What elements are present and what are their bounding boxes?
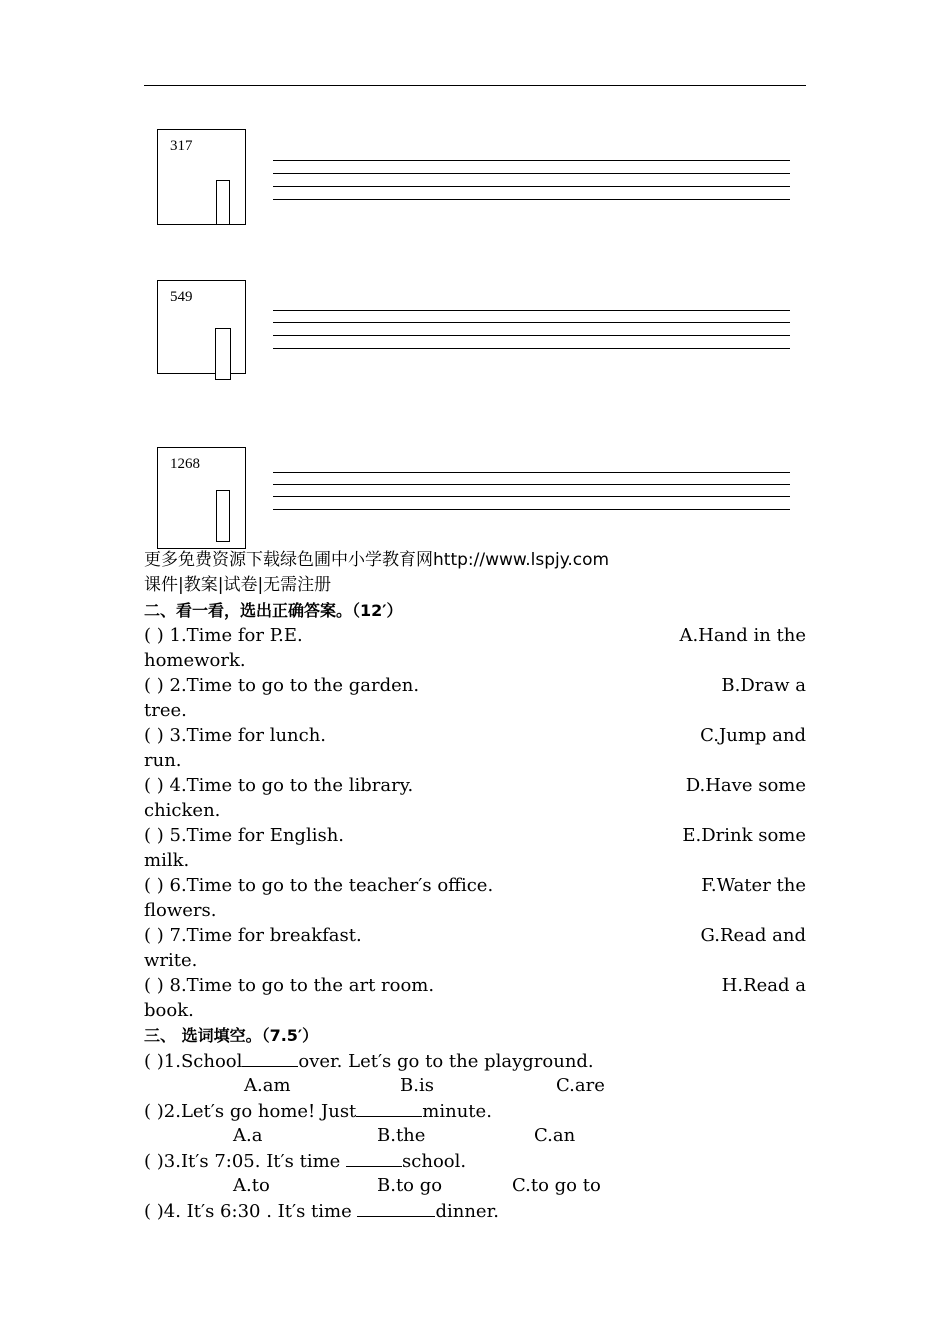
answer-blank-3[interactable] (346, 1148, 402, 1167)
s3-q1: ( )1.School over. Let′s go to the playground. (144, 1048, 806, 1073)
s3-q2: ( )2.Let′s go home! Just minute. (144, 1098, 806, 1123)
document-body (144, 548, 806, 1223)
section2-heading: 二、看一看，选出正确答案。（12′） (144, 601, 403, 620)
number-box-3 (157, 447, 246, 549)
box-bar-1 (216, 180, 230, 225)
s2-item-3: ( ) 3.Time for lunch. C.Jump and (144, 725, 806, 746)
s2-item-2-cont: tree. (144, 700, 187, 721)
promo-line-1: 更多免费资源下载绿色圃中小学教育网http://www.lspjy.com (144, 550, 610, 570)
s2-item-6: ( ) 6.Time to go to the teacher′s office. F.Water the (144, 875, 806, 896)
box-number-1: 317 (170, 138, 193, 154)
s2-item-6-cont: flowers. (144, 900, 217, 921)
s3-q2-options: A.a B.the C.an (233, 1125, 576, 1146)
s2-item-5-cont: milk. (144, 850, 190, 871)
answer-blank-1[interactable] (242, 1048, 298, 1067)
header-rule (144, 85, 806, 86)
box-bar-2 (215, 328, 231, 380)
number-box-1 (157, 129, 246, 225)
s2-item-7-cont: write. (144, 950, 198, 971)
s2-item-3-cont: run. (144, 750, 182, 771)
s3-q4: ( )4. It′s 6:30 . It′s time dinner. (144, 1198, 806, 1223)
box-bar-3 (216, 490, 230, 542)
s3-q1-options: A.am B.is C.are (244, 1075, 605, 1096)
s2-item-4: ( ) 4.Time to go to the library. D.Have some (144, 775, 806, 796)
s2-item-4-cont: chicken. (144, 800, 221, 821)
box-number-2: 549 (170, 289, 193, 305)
promo-line-2: 课件|教案|试卷|无需注册 (144, 575, 332, 595)
section3-heading: 三、 选词填空。（7.5′） (144, 1026, 319, 1045)
s2-item-1-cont: homework. (144, 650, 246, 671)
number-box-2 (157, 280, 246, 374)
box-number-3: 1268 (170, 456, 200, 472)
s2-item-8-cont: book. (144, 1000, 194, 1021)
answer-blank-4[interactable] (357, 1198, 435, 1217)
s2-item-5: ( ) 5.Time for English. E.Drink some (144, 825, 806, 846)
s2-item-1: ( ) 1.Time for P.E. A.Hand in the (144, 625, 806, 646)
s3-q3: ( )3.It′s 7:05. It′s time school. (144, 1148, 806, 1173)
s2-item-2: ( ) 2.Time to go to the garden. B.Draw a (144, 675, 806, 696)
s2-item-7: ( ) 7.Time for breakfast. G.Read and (144, 925, 806, 946)
answer-blank-2[interactable] (356, 1098, 422, 1117)
s2-item-8: ( ) 8.Time to go to the art room. H.Read a (144, 975, 806, 996)
s3-q3-options: A.to B.to go C.to go to (233, 1175, 601, 1196)
